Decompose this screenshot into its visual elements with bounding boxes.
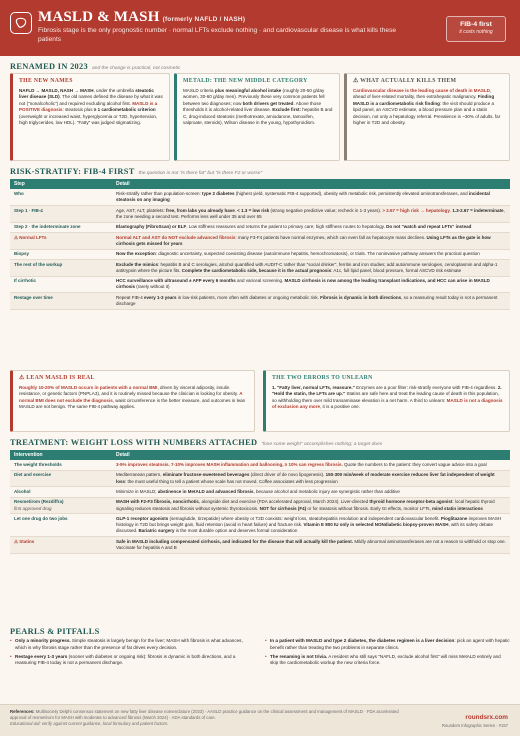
section-note: the question is not "is there fat" but "is there F2 or worse": [138, 171, 263, 176]
pitfalls-right-column: [265, 638, 510, 669]
row-label: Step 2 · the indeterminate zone: [10, 222, 112, 232]
row-label-main: Resmetirom (Rezdiffra): [14, 499, 64, 505]
row-detail: Safe in MASLD including compensated cirrhosis, and indicated for the disease that will actually kill the patient. Mildly abnormal aminotransferases are not a reason to withhold or stop one. Vaccinate for hepatitis A and B: [112, 537, 510, 554]
list-item: • Restage every 1-3 years (sooner with diabetes or ongoing risk): fibrosis is dynamic in both directions, and a reassuring FIB-4 today is not a permanent discharge.: [10, 654, 255, 667]
section-title-text: RISK-STRATIFY: FIB-4 FIRST: [10, 167, 135, 176]
row-label: If cirrhotic: [10, 276, 112, 293]
card-two-errors: [263, 370, 510, 432]
row-label: Step 1 · FIB-4: [10, 205, 112, 222]
section-note: "lose some weight" accomplishes nothing; a target does: [261, 442, 383, 447]
card-what-kills: [344, 73, 510, 161]
row-detail: Normal ALT and AST do NOT exclude advanced fibrosis: many F3-F4 patients have normal enzymes, which can even fall as hepatocyte mass declines. Using LFTs as the gate is how cirrhosis gets missed for years: [112, 232, 510, 249]
section-pitfalls-title: [10, 626, 100, 637]
row-detail: Minimize in MASLD; abstinence in MetALD and advanced fibrosis, because alcohol and metabolic injury are synergistic rather than additive: [112, 487, 510, 497]
table-row: [10, 487, 510, 497]
section-title-text: TREATMENT: WEIGHT LOSS WITH NUMBERS ATTACHED: [10, 438, 258, 447]
table-row: [10, 470, 510, 487]
list-item: • The renaming is not trivia. A resident who still says "NAFLD, exclude alcohol first" will miss MetALD entirely and skip the cardiometabolic workup the new criteria force.: [265, 654, 510, 667]
row-label-sub: first approved drug: [14, 505, 52, 511]
badge-subtitle: it costs nothing: [459, 29, 493, 36]
row-detail: Elastography (FibroScan) or ELF. Low stiffness reassures and returns the patient to primary care; high stiffness routes to hepatology. Do not "watch and repeat LFTs" instead: [112, 222, 510, 232]
card-title: THE NEW NAMES: [19, 78, 73, 84]
card-body: Roughly 10-20% of MASLD occurs in patients with a normal BMI, driven by visceral adiposity, insulin resistance, or genetic factors (PNPLA3), and it is routinely missed because the clinician is looking for obesity. A normal BMI does not exclude the diagnosis, waist circumference is the better measure, and outcomes in lean MASLD are not benign. The same FIB-4 pathway applies.: [19, 384, 246, 410]
card-body: NAFLD → MASLD, NASH → MASH, under the umbrella steatotic liver disease (SLD). The old names defined the disease by what it was not ("nonalcoholic") and required excluding alcohol first. MASLD is a POSITIVE diagnosis: steatosis plus ≥ 1 cardiometabolic criterion (overweight or increased waist, hyperglycemia or T2D, hypertension, high triglycerides, low HDL). "Fatty" was judged stigmatizing.: [19, 87, 163, 126]
row-detail: GLP-1 receptor agonists (semaglutide, tirzepatide) where obesity or T2D coexists: weight loss, steatohepatitis resolution and independent cardiovascular benefit. Pioglitazone improves MASH histology in T2D but brings weight gain, fluid retention (avoid in heart failure) and fracture risk. Vitamin E 800 IU only in selected NONdiabetic biopsy-proven MASH, with its safety debate discussed. Bariatric surgery is the most durable option and deserves formal consideration: [112, 514, 510, 537]
column-header-intervention: Intervention: [10, 450, 112, 460]
row-label: Alcohol: [10, 487, 112, 497]
row-detail: Risk-stratify rather than population-screen: type 2 diabetes (highest yield, systematic FIB-4 supported), obesity with metabolic risk, persistently elevated aminotransferases, and incidental steatosis on any imaging: [112, 189, 510, 205]
column-header-detail: Detail: [112, 450, 510, 460]
row-detail: MASH with F2-F3 fibrosis, noncirrhotic, alongside diet and exercise (FDA accelerated approval, March 2024). Liver-directed thyroid hormone receptor-beta agonist: local hepatic thyroid signaling reduces steatosis and fibrosis without systemic thyrotoxicosis. NOT for cirrhosis (F4) or for steatosis without fibrosis. Early GI effects, monitor LFTs, mind statin interactions: [112, 497, 510, 514]
row-detail: Now the exception: diagnostic uncertainty, suspected coexisting disease (autoimmune hepatitis, hemochromatosis), or trials. The noninvasive pathway answers the practical question: [112, 249, 510, 259]
column-header-detail: Detail: [112, 179, 510, 189]
table-row: [10, 460, 510, 470]
list-item: • Only a minority progress. Simple steatosis is largely benign for the liver; MASH with fibrosis is what advances, which is why fibrosis stage rather than the presence of fat drives every decision.: [10, 638, 255, 651]
table-row: [10, 232, 510, 249]
row-detail: Repeat FIB-4 every 1-3 years in low-risk patients, more often with diabetes or ongoing metabolic risk. Fibrosis is dynamic in both directions, so a reassuring result today is not a permanent discharge: [112, 293, 510, 310]
page-subtitle: Fibrosis stage is the only prognostic number · normal LFTs exclude nothing · and cardiovascular disease is what kills these patients: [38, 27, 397, 43]
section-note: and the change is practical, not cosmetic: [92, 66, 181, 71]
brand-domain-link[interactable]: roundsrx.com: [465, 714, 508, 721]
row-label: Who: [10, 189, 112, 205]
header-banner: [0, 0, 520, 56]
row-label: [10, 497, 112, 514]
row-label: Diet and exercise: [10, 470, 112, 487]
card-title: METALD: THE NEW MIDDLE CATEGORY: [183, 78, 308, 84]
row-label: The rest of the workup: [10, 259, 112, 276]
row-label: Restage over time: [10, 293, 112, 310]
title-main: MASLD & MASH: [38, 9, 160, 25]
row-detail: Exclude the mimics: hepatitis B and C serologies, alcohol quantified with AUDIT-C rather than "social drinker", ferritin and iron studies; add autoimmune serologies, ceruloplasmin and alpha-1 antitrypsin where the picture fits. Complete the cardiometabolic side, because it is the actual prognosis: A1c, full lipid panel, blood pressure, formal ASCVD risk estimate: [112, 259, 510, 276]
card-body: 1. "Fatty liver, normal LFTs, reassure." Enzymes are a poor filter: risk-stratify everyone with FIB-4 regardless. 2. "Hold the statin, the LFTs are up." Statins are safe here and treat the leading cause of death in this population, so withholding them over mild transaminase elevation is a net harm. A third to unlearn: MASLD is not a diagnosis of exclusion any more, it is a positive one.: [272, 384, 503, 410]
section-title-text: RENAMED IN 2023: [10, 62, 89, 71]
references: References: Multisociety Delphi consensus statement on new fatty liver disease nomenclature (2023) · AASLD practice guidance on the clinical assessment and management of MASLD · FDA accelerated approval of resmetirom for MASH with moderate to advanced fibrosis (March 2024) · ADA standards of care. Educational aid: verify against current guidance, local formulary and patient factors.: [10, 709, 399, 727]
card-new-names: [10, 73, 170, 161]
card-metald: [174, 73, 340, 161]
stratify-table: [10, 179, 510, 310]
section-title-text: PEARLS & PITFALLS: [10, 627, 100, 636]
table-row: [10, 249, 510, 259]
card-title: ⚠ WHAT ACTUALLY KILLS THEM: [353, 78, 457, 84]
card-title: THE TWO ERRORS TO UNLEARN: [272, 375, 373, 381]
footer: [0, 704, 520, 736]
row-detail: Mediterranean pattern, eliminate fructose-sweetened beverages (direct driver of de novo lipogenesis). 150-300 min/week of moderate exercise reduces liver fat independent of weight loss: the most useful thing to tell a patient whose scale has not moved. Coffee associates with less progression: [112, 470, 510, 487]
table-row: [10, 222, 510, 232]
row-label: ⚠ Normal LFTs: [10, 232, 112, 249]
section-treatment-title: [10, 437, 382, 449]
brand: [442, 714, 508, 728]
page-title: [38, 7, 245, 27]
table-row: [10, 514, 510, 537]
row-detail: 3-5% improves steatosis. 7-10% improves MASH inflammation and ballooning, ≥ 10% can regress fibrosis. Quote the numbers to the patient: they convert vague advice into a goal: [112, 460, 510, 470]
pitfalls-list: [10, 638, 510, 669]
table-row: [10, 205, 510, 222]
badge-title: FIB-4 first: [460, 21, 492, 28]
series-number: Rounders Infographic Series · #157: [441, 722, 508, 728]
row-label: The weight thresholds: [10, 460, 112, 470]
row-detail: HCC surveillance with ultrasound ± AFP every 6 months and variceal screening. MASLD cirrhosis is now among the leading transplant indications, and HCC can arise in MASLD cirrhosis (rarely without it): [112, 276, 510, 293]
table-row: [10, 293, 510, 310]
table-row: [10, 276, 510, 293]
list-item: • In a patient with MASLD and type 2 diabetes, the diabetes regimen is a liver decision: pick an agent with hepatic benefit rather than treating the two problems in separate clinics.: [265, 638, 510, 651]
table-row: [10, 259, 510, 276]
table-row: [10, 537, 510, 554]
card-body: Cardiovascular disease is the leading cause of death in MASLD, ahead of liver-related mortality, then extrahepatic malignancy. Finding MASLD is a cardiometabolic risk finding: the visit should produce a lipid panel, an ASCVD estimate, a blood pressure plan and a statin decision, not only a hepatology referral. Prevalence is ~30% of adults, far higher in T2D and obesity.: [353, 87, 501, 126]
table-row: [10, 497, 510, 514]
pitfalls-left-column: [10, 638, 255, 669]
row-detail: Age, AST, ALT, platelets: free, from labs you already have. < 1.3 = low risk (strong negative predictive value; recheck in 1-3 years). > 2.67 = high risk → hepatology. 1.3-2.67 = indeterminate, the zone needing a second test. Performs less well under 35 and over 65: [112, 205, 510, 222]
table-row: [10, 189, 510, 205]
section-renamed-title: [10, 61, 180, 73]
row-label: Let one drug do two jobs: [10, 514, 112, 537]
treatment-table: [10, 450, 510, 554]
column-header-step: Step: [10, 179, 112, 189]
card-title: ⚠ LEAN MASLD IS REAL: [19, 375, 95, 381]
row-label: ⚠ Statins: [10, 537, 112, 554]
title-sub: (formerly NAFLD / NASH): [162, 16, 246, 23]
card-body: MASLD criteria plus meaningful alcohol intake (roughly 20-50 g/day women, 30-60 g/day men). Previously these very common patients fell between two diagnoses; now both drivers get treated. Above those thresholds it is alcohol-related liver disease. Exclude first: hepatitis B and C, drug-induced steatosis (methotrexate, amiodarone, tamoxifen, valproate, steroids), Wilson disease in the young, hypothyroidism.: [183, 87, 333, 126]
liver-icon: [10, 12, 32, 34]
card-lean-masld: [10, 370, 255, 432]
section-stratify-title: [10, 166, 262, 178]
fib4-badge: [446, 16, 506, 42]
row-label: Biopsy: [10, 249, 112, 259]
